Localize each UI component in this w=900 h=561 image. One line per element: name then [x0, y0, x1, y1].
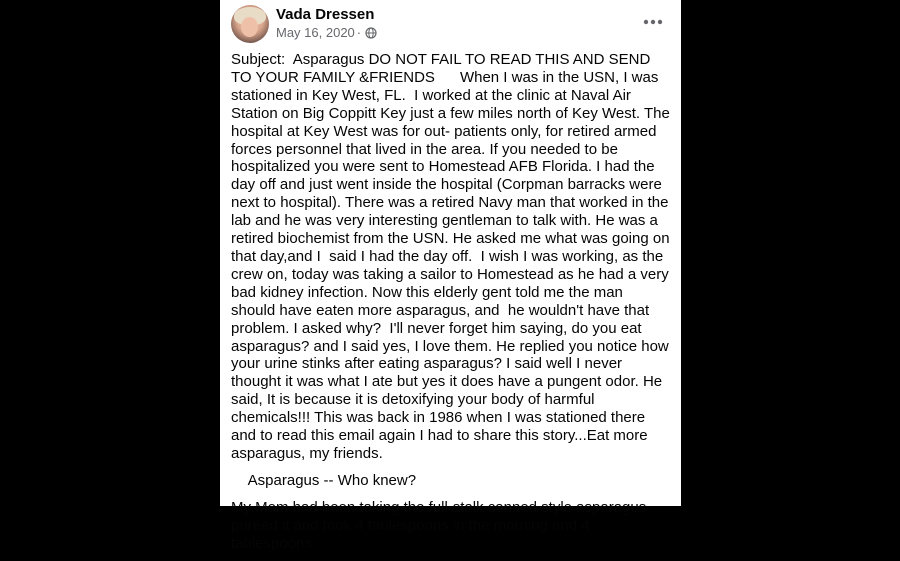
post-meta	[276, 25, 377, 40]
post-date[interactable]: May 16, 2020	[276, 25, 355, 40]
meta-separator: ·	[356, 25, 362, 40]
more-options-icon	[643, 19, 663, 25]
post-card	[220, 0, 681, 552]
avatar-face	[241, 17, 258, 37]
post-paragraph: Subject: Asparagus DO NOT FAIL TO READ THIS AND SEND TO YOUR FAMILY &FRIENDS When I was in the USN, I was stationed in Key West, FL. I worked at the clinic at Naval Air Station on Big Coppitt Key just a few miles north of Key West. The hospital at Key West was for out- patients only, for retired armed forces personnel that lived in the area. If you needed to be hospitalized you were sent to Homestead AFB Florida. I had the day off and just went inside the hospital (Corpman barracks were next to hospital). There was a retired Navy man that worked in the lab and he was very interesting gentleman to talk with. He was a retired biochemist from the USN. He asked me what was going on that day,and I said I had the day off. I wish I was working, as the crew on, today was taking a sailor to Homestead as he had a very bad kidney infection. Now this elderly gent told me the man should have eaten more asparagus, and he wouldn't have that problem. I asked why? I'll never forget him saying, do you eat asparagus? and I said yes, I love them. He replied you notice how your urine stinks after eating asparagus? I said well I never thought it was what I ate but yes it does have a pungent odor. He said, It is because it is detoxifying your body of harmful chemicals!!! This was back in 1986 when I was stationed there and to read this email again I had to share this story...Eat more asparagus, my friends.	[231, 51, 675, 462]
post-paragraph: Asparagus -- Who knew?	[231, 471, 417, 489]
avatar[interactable]	[231, 5, 269, 43]
post-paragraph: My Mom had been taking the full-stalk canned style asparagus, pureed it and took 4 tablespoons in the morning and 4 tablespoons	[231, 498, 655, 552]
post-header	[220, 0, 681, 48]
post-text	[231, 51, 675, 561]
more-options-button[interactable]	[637, 8, 669, 36]
globe-icon	[365, 27, 377, 39]
author-name[interactable]: Vada Dressen	[276, 6, 375, 23]
